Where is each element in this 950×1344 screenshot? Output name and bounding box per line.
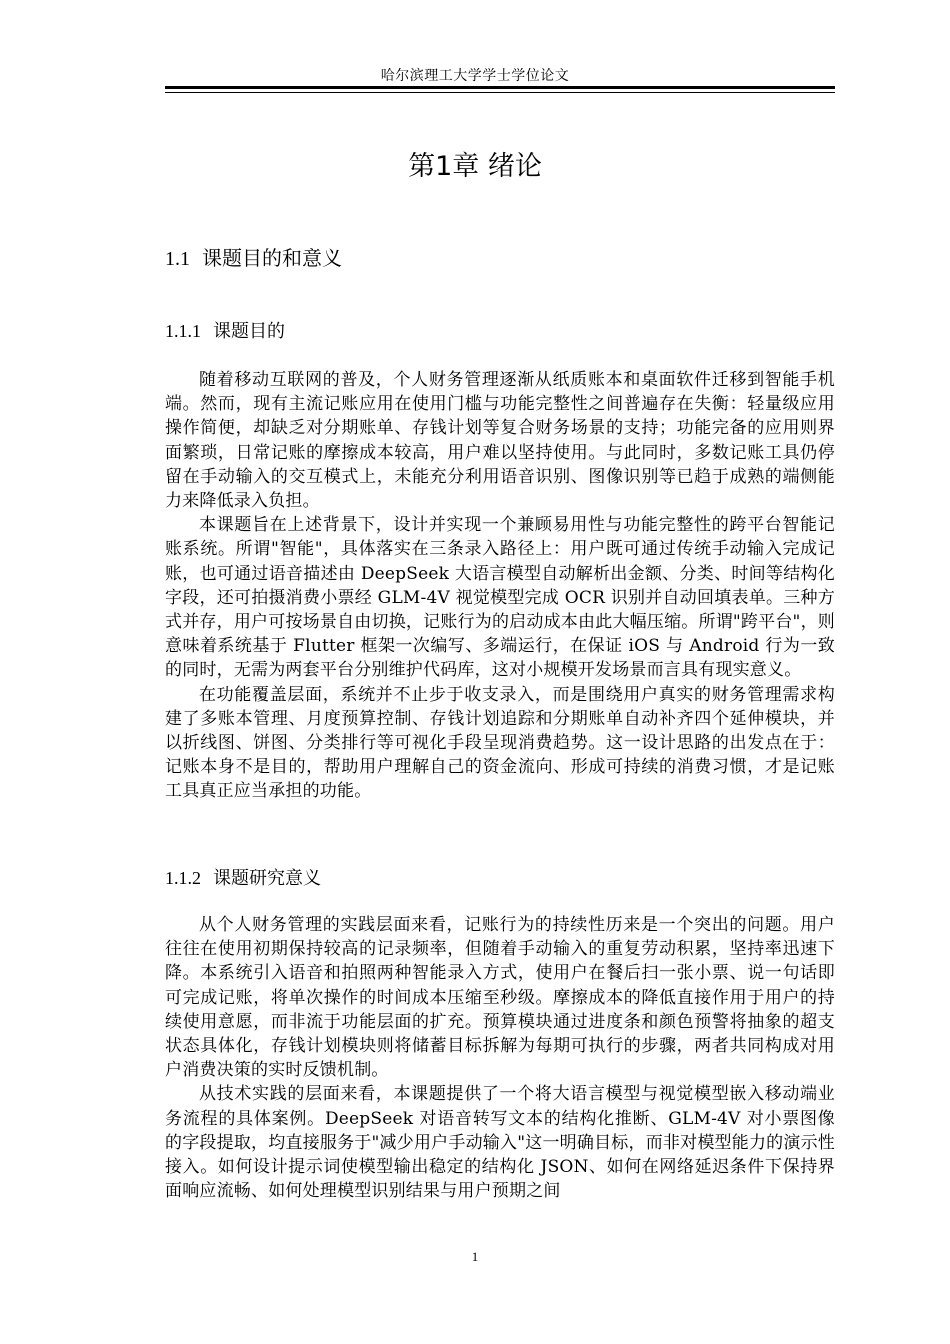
section-number: 1.1.2 xyxy=(165,868,201,888)
chapter-title: 第1章 绪论 xyxy=(408,151,542,182)
page-number: 1 xyxy=(471,1249,479,1264)
header-rule-thick xyxy=(165,86,835,89)
section-heading-1-1-2 xyxy=(165,864,321,890)
running-header: 哈尔滨理工大学学士学位论文 xyxy=(380,68,570,84)
section-heading-1-1 xyxy=(165,242,342,271)
section-title: 课题目的 xyxy=(213,321,285,342)
paragraph: 本课题旨在上述背景下，设计并实现一个兼顾易用性与功能完整性的跨平台智能记账系统。所谓"智能"，具体落实在三条录入路径上：用户既可通过传统手动输入完成记账，也可通过语音描述由 DeepSeek 大语言模型自动解析出金额、分类、时间等结构化字段，还可拍摄消费小票经 GLM-4V 视觉模型完成 OCR 识别并自动回填表单。三种方式并存，用户可按场景自由切换，记账行为的启动成本由此大幅压缩。所谓"跨平台"，则意味着系统基于 Flutter 框架一次编写、多端运行，在保证 iOS 与 Android 行为一致的同时，无需为两套平台分别维护代码库，这对小规模开发场景而言具有现实意义。 xyxy=(165,515,835,681)
header-rule-thin xyxy=(165,92,835,93)
paragraph: 随着移动互联网的普及，个人财务管理逐渐从纸质账本和桌面软件迁移到智能手机端。然而，现有主流记账应用在使用门槛与功能完整性之间普遍存在失衡：轻量级应用操作简便，却缺乏对分期账单、存钱计划等复合财务场景的支持；功能完备的应用则界面繁琐，日常记账的摩擦成本较高，用户难以坚持使用。与此同时，多数记账工具仍停留在手动输入的交互模式上，未能充分利用语音识别、图像识别等已趋于成熟的端侧能力来降低录入负担。 xyxy=(165,370,835,512)
body-block-1-1-1 xyxy=(165,368,835,804)
section-heading-1-1-1 xyxy=(165,317,285,343)
section-number: 1.1.1 xyxy=(165,321,201,341)
paragraph: 从个人财务管理的实践层面来看，记账行为的持续性历来是一个突出的问题。用户往往在使用初期保持较高的记录频率，但随着手动输入的重复劳动积累，坚持率迅速下降。本系统引入语音和拍照两种智能录入方式，使用户在餐后扫一张小票、说一句话即可完成记账，将单次操作的时间成本压缩至秒级。摩擦成本的降低直接作用于用户的持续使用意愿，而非流于功能层面的扩充。预算模块通过进度条和颜色预警将抽象的超支状态具体化，存钱计划模块则将储蓄目标拆解为每期可执行的步骤，两者共同构成对用户消费决策的实时反馈机制。 xyxy=(165,915,835,1081)
section-title: 课题目的和意义 xyxy=(202,246,342,270)
section-number: 1.1 xyxy=(165,248,190,270)
body-block-1-1-2 xyxy=(165,913,835,1203)
section-title: 课题研究意义 xyxy=(213,868,321,889)
paragraph: 从技术实践的层面来看，本课题提供了一个将大语言模型与视觉模型嵌入移动端业务流程的具体案例。DeepSeek 对语音转写文本的结构化推断、GLM-4V 对小票图像的字段提取，均直接服务于"减少用户手动输入"这一明确目标，而非对模型能力的演示性接入。如何设计提示词使模型输出稳定的结构化 JSON、如何在网络延迟条件下保持界面响应流畅、如何处理模型识别结果与用户预期之间 xyxy=(165,1084,835,1202)
paragraph: 在功能覆盖层面，系统并不止步于收支录入，而是围绕用户真实的财务管理需求构建了多账本管理、月度预算控制、存钱计划追踪和分期账单自动补齐四个延伸模块，并以折线图、饼图、分类排行等可视化手段呈现消费趋势。这一设计思路的出发点在于：记账本身不是目的，帮助用户理解自己的资金流向、形成可持续的消费习惯，才是记账工具真正应当承担的功能。 xyxy=(165,684,835,802)
